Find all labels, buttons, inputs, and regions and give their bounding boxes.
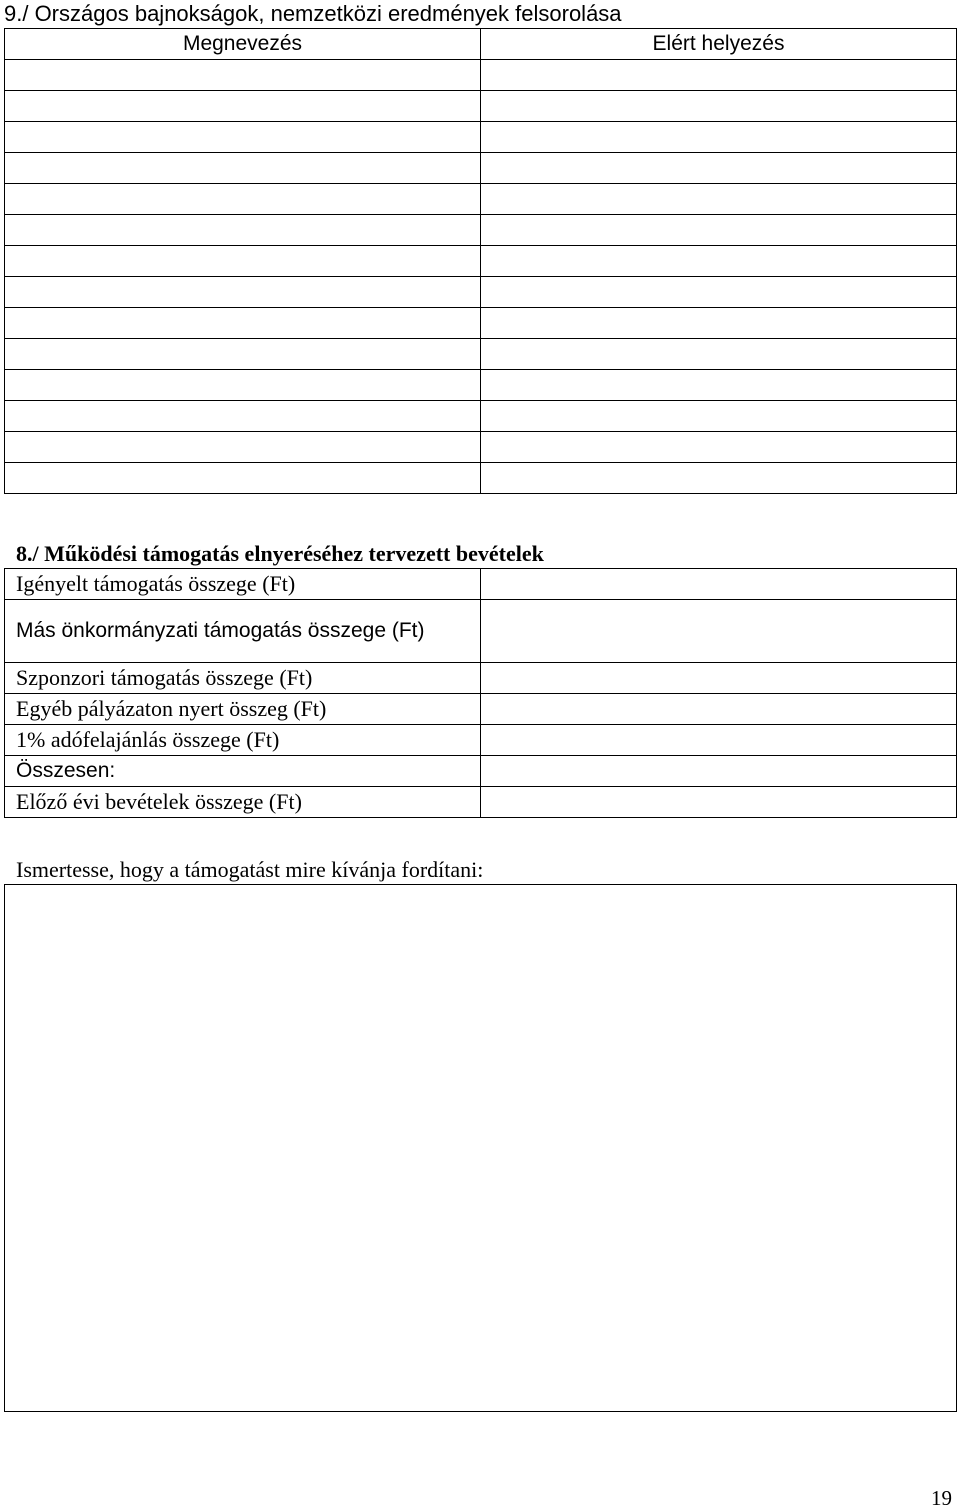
column-header-placement: Elért helyezés — [481, 29, 957, 60]
purpose-text-box[interactable] — [4, 884, 957, 1412]
other-grant-label: Egyéb pályázaton nyert összeg (Ft) — [5, 694, 481, 725]
result-placement-cell[interactable] — [481, 184, 957, 215]
other-grant-value[interactable] — [481, 694, 957, 725]
column-header-name: Megnevezés — [5, 29, 481, 60]
requested-support-label: Igényelt támogatás összege (Ft) — [5, 569, 481, 600]
requested-support-value[interactable] — [481, 569, 957, 600]
result-name-cell[interactable] — [5, 215, 481, 246]
table-row — [5, 215, 957, 246]
table-row — [5, 401, 957, 432]
result-placement-cell[interactable] — [481, 308, 957, 339]
sponsor-support-value[interactable] — [481, 663, 957, 694]
result-placement-cell[interactable] — [481, 370, 957, 401]
result-name-cell[interactable] — [5, 463, 481, 494]
result-placement-cell[interactable] — [481, 60, 957, 91]
result-name-cell[interactable] — [5, 122, 481, 153]
result-name-cell[interactable] — [5, 432, 481, 463]
result-name-cell[interactable] — [5, 153, 481, 184]
other-municipal-support-value[interactable] — [481, 600, 957, 663]
result-placement-cell[interactable] — [481, 122, 957, 153]
result-name-cell[interactable] — [5, 339, 481, 370]
result-placement-cell[interactable] — [481, 463, 957, 494]
result-name-cell[interactable] — [5, 184, 481, 215]
previous-year-income-value[interactable] — [481, 787, 957, 818]
table-row — [5, 725, 957, 756]
sponsor-support-label: Szponzori támogatás összege (Ft) — [5, 663, 481, 694]
result-placement-cell[interactable] — [481, 91, 957, 122]
page-number: 19 — [931, 1486, 952, 1510]
table-row — [5, 277, 957, 308]
result-placement-cell[interactable] — [481, 339, 957, 370]
total-label: Összesen: — [5, 756, 481, 787]
result-name-cell[interactable] — [5, 60, 481, 91]
table-row — [5, 694, 957, 725]
purpose-label: Ismertesse, hogy a támogatást mire kívánja fordítani: — [16, 857, 484, 882]
result-placement-cell[interactable] — [481, 246, 957, 277]
table-row — [5, 246, 957, 277]
result-name-cell[interactable] — [5, 91, 481, 122]
table-row — [5, 432, 957, 463]
table-row — [5, 756, 957, 787]
table-row — [5, 463, 957, 494]
table-row — [5, 308, 957, 339]
result-placement-cell[interactable] — [481, 153, 957, 184]
results-table — [4, 28, 957, 494]
table-row — [5, 122, 957, 153]
result-name-cell[interactable] — [5, 308, 481, 339]
other-municipal-support-label: Más önkormányzati támogatás összege (Ft) — [5, 600, 481, 663]
results-header-row — [5, 29, 957, 60]
result-name-cell[interactable] — [5, 277, 481, 308]
table-row — [5, 91, 957, 122]
table-row — [5, 153, 957, 184]
table-row — [5, 60, 957, 91]
table-row — [5, 663, 957, 694]
table-row — [5, 370, 957, 401]
table-row — [5, 184, 957, 215]
table-row — [5, 339, 957, 370]
table-row — [5, 569, 957, 600]
table-row — [5, 787, 957, 818]
table-row — [5, 600, 957, 663]
result-name-cell[interactable] — [5, 246, 481, 277]
tax-offering-value[interactable] — [481, 725, 957, 756]
result-placement-cell[interactable] — [481, 277, 957, 308]
result-placement-cell[interactable] — [481, 432, 957, 463]
income-table — [4, 568, 957, 818]
result-placement-cell[interactable] — [481, 215, 957, 246]
result-name-cell[interactable] — [5, 401, 481, 432]
section-8-title: 8./ Működési támogatás elnyeréséhez tervezett bevételek — [16, 541, 544, 566]
previous-year-income-label: Előző évi bevételek összege (Ft) — [5, 787, 481, 818]
result-placement-cell[interactable] — [481, 401, 957, 432]
tax-offering-label: 1% adófelajánlás összege (Ft) — [5, 725, 481, 756]
result-name-cell[interactable] — [5, 370, 481, 401]
total-value[interactable] — [481, 756, 957, 787]
section-9-title: 9./ Országos bajnokságok, nemzetközi eredmények felsorolása — [4, 1, 622, 26]
